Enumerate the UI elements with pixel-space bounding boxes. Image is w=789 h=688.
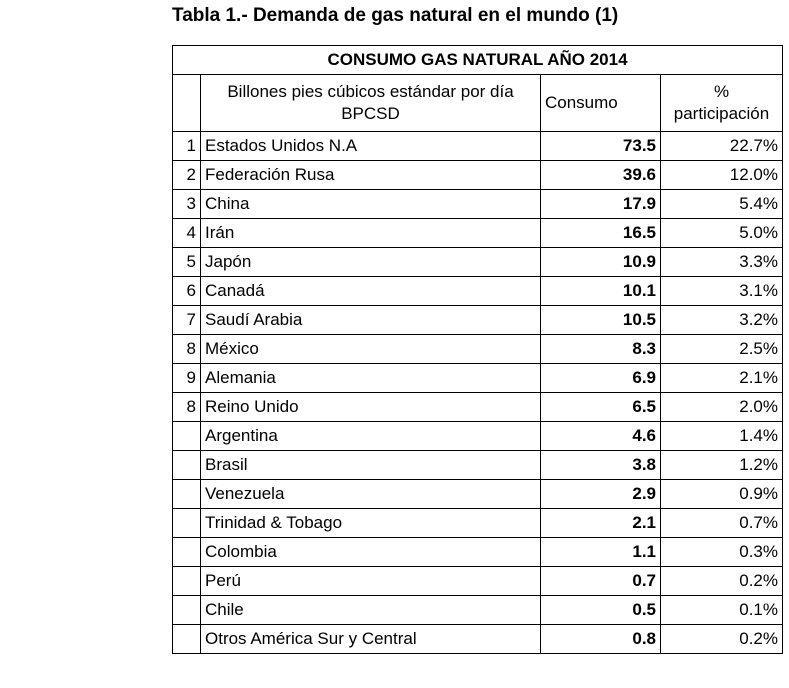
consumo-value: 0.5: [541, 596, 661, 625]
table-row: [173, 596, 783, 625]
participation-value: 2.5%: [661, 335, 783, 364]
country-name: Chile: [201, 596, 541, 625]
consumo-value: 16.5: [541, 219, 661, 248]
row-index: [173, 625, 201, 654]
consumo-value: 2.1: [541, 509, 661, 538]
consumo-value: 1.1: [541, 538, 661, 567]
consumo-value: 2.9: [541, 480, 661, 509]
participation-value: 3.2%: [661, 306, 783, 335]
document-title: Tabla 1.- Demanda de gas natural en el mundo (1): [172, 5, 619, 26]
row-index: 5: [173, 248, 201, 277]
table-row: [173, 277, 783, 306]
row-index: [173, 451, 201, 480]
consumo-value: 10.1: [541, 277, 661, 306]
row-index: 3: [173, 190, 201, 219]
participation-value: 0.2%: [661, 567, 783, 596]
consumo-value: 10.5: [541, 306, 661, 335]
table-row: [173, 422, 783, 451]
participation-value: 3.1%: [661, 277, 783, 306]
row-index: [173, 567, 201, 596]
country-name: Irán: [201, 219, 541, 248]
country-name: Argentina: [201, 422, 541, 451]
header-index-cell: [173, 75, 201, 132]
table-row: [173, 625, 783, 654]
row-index: 1: [173, 132, 201, 161]
participation-value: 2.0%: [661, 393, 783, 422]
participation-value: 0.9%: [661, 480, 783, 509]
table-row: [173, 219, 783, 248]
consumo-value: 73.5: [541, 132, 661, 161]
header-consumo-cell: Consumo: [541, 75, 661, 132]
row-index: [173, 509, 201, 538]
header-name-cell: [201, 75, 541, 132]
table-body: [173, 46, 783, 654]
header-pct-cell: [661, 75, 783, 132]
participation-value: 0.3%: [661, 538, 783, 567]
participation-value: 22.7%: [661, 132, 783, 161]
table-row: [173, 248, 783, 277]
table-row: [173, 509, 783, 538]
row-index: 8: [173, 335, 201, 364]
country-name: Brasil: [201, 451, 541, 480]
consumo-value: 6.5: [541, 393, 661, 422]
country-name: México: [201, 335, 541, 364]
country-name: Canadá: [201, 277, 541, 306]
table-row: [173, 335, 783, 364]
row-index: 6: [173, 277, 201, 306]
row-index: [173, 538, 201, 567]
country-name: Federación Rusa: [201, 161, 541, 190]
consumo-value: 0.7: [541, 567, 661, 596]
participation-value: 1.4%: [661, 422, 783, 451]
country-name: Japón: [201, 248, 541, 277]
country-name: Alemania: [201, 364, 541, 393]
consumo-value: 17.9: [541, 190, 661, 219]
country-name: Perú: [201, 567, 541, 596]
country-name: China: [201, 190, 541, 219]
participation-value: 1.2%: [661, 451, 783, 480]
row-index: 4: [173, 219, 201, 248]
row-index: 7: [173, 306, 201, 335]
country-name: Trinidad & Tobago: [201, 509, 541, 538]
banner-row: [173, 46, 783, 75]
row-index: [173, 596, 201, 625]
header-name-line1: Billones pies cúbicos estándar por día: [227, 82, 514, 101]
country-name: Otros América Sur y Central: [201, 625, 541, 654]
participation-value: 5.0%: [661, 219, 783, 248]
row-index: 9: [173, 364, 201, 393]
country-name: Reino Unido: [201, 393, 541, 422]
table-row: [173, 567, 783, 596]
table-row: [173, 132, 783, 161]
participation-value: 2.1%: [661, 364, 783, 393]
participation-value: 0.1%: [661, 596, 783, 625]
table-row: [173, 538, 783, 567]
header-pct-line2: participación: [673, 104, 770, 123]
country-name: Saudí Arabia: [201, 306, 541, 335]
participation-value: 3.3%: [661, 248, 783, 277]
table-row: [173, 364, 783, 393]
participation-value: 12.0%: [661, 161, 783, 190]
consumo-value: 39.6: [541, 161, 661, 190]
country-name: Venezuela: [201, 480, 541, 509]
consumo-value: 4.6: [541, 422, 661, 451]
consumo-value: 8.3: [541, 335, 661, 364]
header-row: [173, 75, 783, 132]
table-row: [173, 393, 783, 422]
header-pct-line1: %: [713, 82, 730, 101]
gas-consumption-table: [172, 45, 783, 654]
consumo-value: 6.9: [541, 364, 661, 393]
consumo-value: 3.8: [541, 451, 661, 480]
row-index: [173, 422, 201, 451]
table-banner: CONSUMO GAS NATURAL AÑO 2014: [173, 46, 783, 75]
country-name: Estados Unidos N.A: [201, 132, 541, 161]
row-index: [173, 480, 201, 509]
table-row: [173, 480, 783, 509]
participation-value: 5.4%: [661, 190, 783, 219]
consumo-value: 10.9: [541, 248, 661, 277]
header-name-line2: BPCSD: [341, 104, 400, 123]
row-index: 2: [173, 161, 201, 190]
table-row: [173, 306, 783, 335]
table-row: [173, 451, 783, 480]
row-index: 8: [173, 393, 201, 422]
participation-value: 0.2%: [661, 625, 783, 654]
participation-value: 0.7%: [661, 509, 783, 538]
table-row: [173, 161, 783, 190]
country-name: Colombia: [201, 538, 541, 567]
consumo-value: 0.8: [541, 625, 661, 654]
table-row: [173, 190, 783, 219]
